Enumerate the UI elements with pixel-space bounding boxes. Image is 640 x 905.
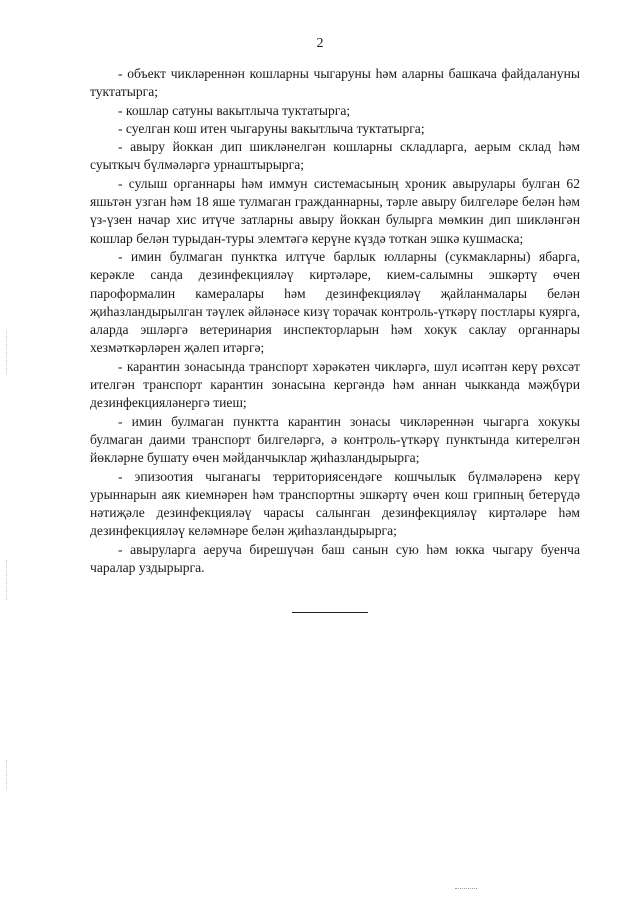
scan-artifact [6,760,8,790]
page-number: 2 [316,36,324,51]
list-item: - авыру йоккан дип шикләнелгән кошларны складларга, аерым склад һәм суыткыч бүлмәләргә урнаштырырга; [90,139,580,173]
list-item: - объект чикләреннән кошларны чыгаруны һәм аларны башкача файдалануны туктатырга; [90,66,580,100]
list-item: - эпизоотия чыганагы территориясендәге кошчылык бүлмәләренә керү урыннарын аяк киемнәрен һәм транспортны эшкәртү өчен кош грипның бетерүдә нәтиҗәле дезинфекциялəү чарасы салынган дезинфекциялəү киртәләре һәм дезинфекциялəү келәмнәре белән җиһазландырырга; [90,468,580,539]
list-item: - авыруларга аеруча бирешүчән баш санын сую һәм юкка чыгару буенча чаралар уздырырга. [90,541,580,576]
list-item: - суелган кош итен чыгаруны вакытлыча туктатырга; [118,120,425,136]
scan-artifact [6,560,8,600]
list-item: - имин булмаган пунктта карантин зонасы чикләреннән чыгарга хокукы булмаган даими транспорт билгеләргә, ә контроль-үткәрү пунктында китерелгән йөкләрне бушату өчен мәйданчыклар җиһазландырырга; [90,413,580,466]
list-item: - имин булмаган пунктка илтүче барлык юлларны (сукмакларны) ябарга, керәкле санда дезинфекциялəү киртәләре, кием-салымны эшкәртү өчен пароформалин камералары һәм дезинфекциялəү җайланмалары белән җиһазландырылган тәүлек әйләнәсе кизү торачак контроль-үткәрү постлары куярга, аларда эшләргә ветеринария инспекторларын һәм хокук саклау органнары хезмәткәрләрен җәлеп итәргә; [90,248,580,356]
list-item: - карантин зонасында транспорт хәрәкәтен чикләргә, шул исәптән керү рөхсәт ителгән транспорт карантин зонасына кергәндә һәм аннан чыкканда мәҗбүри дезинфекцияләнергә тиеш; [90,358,580,411]
closing-rule [292,612,368,613]
list-item: - кошлар сатуны вакытлыча туктатырга; [118,102,351,118]
list-item: - сулыш органнары һәм иммун системасының хроник авырулары булган 62 яшьтән узган һәм 18 яше тулмаган гражданнарны, тәрле авыру билгеләре белән һәм үз-үзен начар хис итүче затларны авыру йоккан булырга мөмкин дип шикләнгән кошлар белән турыдан-туры элемтәгә керүне күздә тоткан эшкә кушмаска; [90,175,580,246]
scan-artifact [455,888,477,889]
document-body [90,65,580,577]
scan-artifact [6,330,8,375]
